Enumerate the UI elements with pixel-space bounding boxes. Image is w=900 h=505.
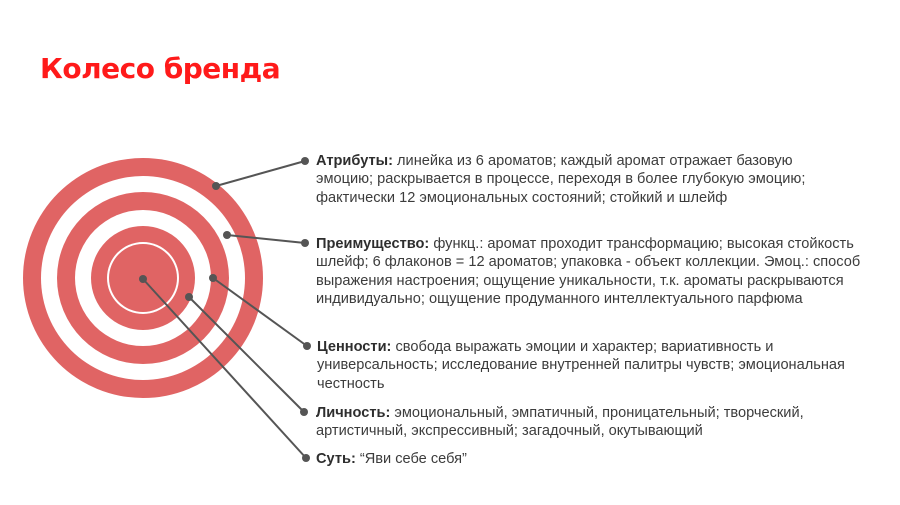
dot-benefits-label [301, 239, 309, 247]
benefits-label: Преимущество: [316, 236, 430, 252]
dot-essence-label [302, 454, 310, 462]
personality-text: эмоциональный, эмпатичный, проницательный; творческий, артистичный, экспрессивный; загадочный, окутывающий [316, 405, 804, 440]
dot-benefits-ring [223, 231, 231, 239]
personality-label: Личность: [316, 405, 391, 421]
dot-attributes-ring [212, 182, 220, 190]
dot-values-label [303, 342, 311, 350]
dot-values-ring [209, 274, 217, 282]
dot-attributes-label [301, 157, 309, 165]
attributes-text: линейка из 6 ароматов; каждый аромат отражает базовую эмоцию; раскрывается в процессе, переходя в более глубокую эмоцию; фактически 12 эмоциональных состояний; стойкий и шлейф [316, 153, 806, 206]
personality-item [316, 404, 876, 441]
attributes-label: Атрибуты: [316, 153, 393, 169]
dot-personality-label [300, 408, 308, 416]
values-label: Ценности: [317, 339, 392, 355]
dot-personality-ring [185, 293, 193, 301]
benefits-item [316, 235, 866, 309]
essence-label: Суть: [316, 451, 356, 467]
page-title: Колесо бренда [40, 52, 281, 85]
essence-item [316, 450, 716, 468]
essence-text: “Яви себе себя” [359, 451, 467, 467]
callout-line-attributes [216, 161, 305, 186]
attributes-item [316, 152, 816, 207]
benefits-text: функц.: аромат проходит трансформацию; высокая стойкость шлейф; 6 флаконов = 12 ароматов; упаковка - объект коллекции. Эмоц.: способ выражения настроения; ощущение уникальности, т.к. ароматы раскрываются индивидуально; ощущение продуманного интеллектуального парфюма [316, 236, 861, 308]
values-item [317, 338, 857, 393]
values-text: свобода выражать эмоции и характер; вариативность и универсальность; исследование внутренней палитры чувств; эмоциональная честность [317, 339, 845, 392]
dot-essence-center [139, 275, 147, 283]
